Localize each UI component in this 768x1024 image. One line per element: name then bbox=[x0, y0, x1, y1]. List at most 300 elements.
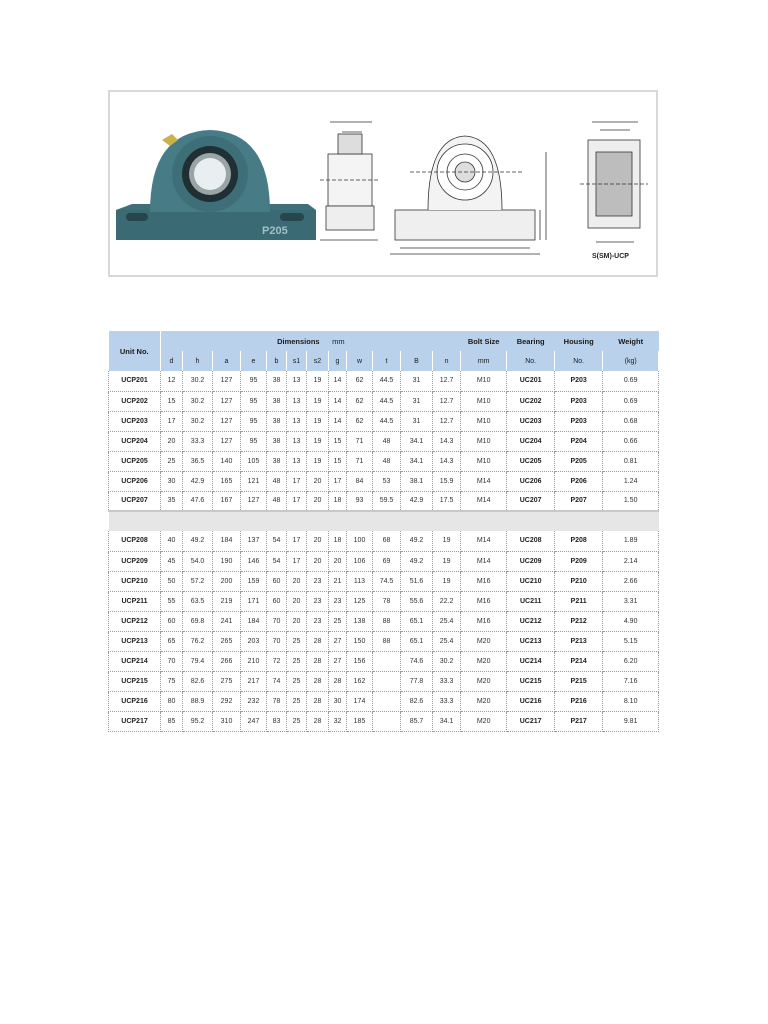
table-cell: 74.6 bbox=[401, 651, 433, 671]
table-cell: 25 bbox=[287, 711, 307, 731]
table-cell: 54 bbox=[267, 551, 287, 571]
pillow-block-drawing bbox=[110, 92, 656, 275]
table-cell: 22.2 bbox=[433, 591, 461, 611]
unit-no-cell: UCP216 bbox=[109, 691, 161, 711]
table-cell: 48 bbox=[267, 471, 287, 491]
table-cell: 88 bbox=[373, 631, 401, 651]
table-cell: 80 bbox=[161, 691, 183, 711]
table-cell: 232 bbox=[241, 691, 267, 711]
table-cell: 210 bbox=[241, 651, 267, 671]
table-cell: 3.31 bbox=[603, 591, 659, 611]
table-cell: 17 bbox=[287, 551, 307, 571]
header-bearing-no: No. bbox=[507, 351, 555, 371]
table-cell: 0.68 bbox=[603, 411, 659, 431]
table-cell: P209 bbox=[555, 551, 603, 571]
table-cell: P203 bbox=[555, 411, 603, 431]
table-row bbox=[109, 591, 659, 611]
table-body bbox=[109, 371, 659, 731]
table-row bbox=[109, 671, 659, 691]
table-cell: 65.1 bbox=[401, 611, 433, 631]
table-cell: 28 bbox=[307, 671, 329, 691]
header-bolt-unit: mm bbox=[461, 351, 507, 371]
table-cell: 20 bbox=[287, 591, 307, 611]
table-cell: 74 bbox=[267, 671, 287, 691]
header-col-B: B bbox=[401, 351, 433, 371]
table-cell: 174 bbox=[347, 691, 373, 711]
table-cell: 15 bbox=[329, 431, 347, 451]
table-cell: 125 bbox=[347, 591, 373, 611]
table-cell: 54 bbox=[267, 531, 287, 551]
table-cell: 23 bbox=[307, 611, 329, 631]
table-cell: 38 bbox=[267, 451, 287, 471]
table-cell: 23 bbox=[307, 591, 329, 611]
table-cell: 19 bbox=[433, 551, 461, 571]
table-cell: M10 bbox=[461, 391, 507, 411]
table-cell: UC206 bbox=[507, 471, 555, 491]
table-cell: M20 bbox=[461, 711, 507, 731]
unit-no-cell: UCP214 bbox=[109, 651, 161, 671]
table-cell: 71 bbox=[347, 451, 373, 471]
table-cell: 65.1 bbox=[401, 631, 433, 651]
table-cell: 88 bbox=[373, 611, 401, 631]
table-cell: 30.2 bbox=[183, 411, 213, 431]
header-weight: Weight bbox=[603, 331, 659, 351]
header-col-s2: s2 bbox=[307, 351, 329, 371]
table-cell: 59.5 bbox=[373, 491, 401, 511]
table-cell: UC216 bbox=[507, 691, 555, 711]
table-cell: 19 bbox=[307, 391, 329, 411]
table-cell: P203 bbox=[555, 371, 603, 391]
table-cell: 171 bbox=[241, 591, 267, 611]
table-cell: 219 bbox=[213, 591, 241, 611]
table-cell: M10 bbox=[461, 451, 507, 471]
table-cell: 292 bbox=[213, 691, 241, 711]
table-cell: 1.89 bbox=[603, 531, 659, 551]
table-cell: 95 bbox=[241, 411, 267, 431]
header-col-n: n bbox=[433, 351, 461, 371]
table-cell: 8.10 bbox=[603, 691, 659, 711]
table-cell: 6.20 bbox=[603, 651, 659, 671]
table-cell: M14 bbox=[461, 551, 507, 571]
table-cell: 18 bbox=[329, 491, 347, 511]
table-cell: 49.2 bbox=[401, 531, 433, 551]
table-row bbox=[109, 431, 659, 451]
table-cell: 31 bbox=[401, 391, 433, 411]
table-cell: 1.50 bbox=[603, 491, 659, 511]
table-cell: P203 bbox=[555, 391, 603, 411]
table-cell: M14 bbox=[461, 471, 507, 491]
table-cell: UC213 bbox=[507, 631, 555, 651]
table-cell: 25 bbox=[161, 451, 183, 471]
table-cell: 35 bbox=[161, 491, 183, 511]
table-cell: 1.24 bbox=[603, 471, 659, 491]
table-cell: 7.16 bbox=[603, 671, 659, 691]
table-cell: 127 bbox=[241, 491, 267, 511]
table-cell: 54.0 bbox=[183, 551, 213, 571]
table-cell: 2.66 bbox=[603, 571, 659, 591]
table-cell: 25.4 bbox=[433, 611, 461, 631]
header-housing: Housing bbox=[555, 331, 603, 351]
table-cell: 28 bbox=[307, 691, 329, 711]
table-cell: UC205 bbox=[507, 451, 555, 471]
table-cell: UC208 bbox=[507, 531, 555, 551]
table-cell: 82.6 bbox=[401, 691, 433, 711]
table-cell: 15 bbox=[161, 391, 183, 411]
table-cell: 75 bbox=[161, 671, 183, 691]
unit-no-cell: UCP211 bbox=[109, 591, 161, 611]
table-cell: 57.2 bbox=[183, 571, 213, 591]
table-cell: 25 bbox=[287, 631, 307, 651]
table-cell bbox=[373, 691, 401, 711]
header-unit-no: Unit No. bbox=[109, 331, 161, 371]
table-cell: 266 bbox=[213, 651, 241, 671]
table-cell: P206 bbox=[555, 471, 603, 491]
table-cell: 31 bbox=[401, 371, 433, 391]
table-cell: 0.81 bbox=[603, 451, 659, 471]
header-bearing: Bearing bbox=[507, 331, 555, 351]
table-row bbox=[109, 491, 659, 511]
table-cell: UC209 bbox=[507, 551, 555, 571]
table-cell: UC212 bbox=[507, 611, 555, 631]
table-cell: P212 bbox=[555, 611, 603, 631]
table-cell: P210 bbox=[555, 571, 603, 591]
table-cell: 30 bbox=[329, 691, 347, 711]
unit-no-cell: UCP207 bbox=[109, 491, 161, 511]
table-cell: 45 bbox=[161, 551, 183, 571]
table-cell: 17 bbox=[287, 491, 307, 511]
table-cell: 71 bbox=[347, 431, 373, 451]
table-cell: 93 bbox=[347, 491, 373, 511]
table-cell: 85.7 bbox=[401, 711, 433, 731]
table-cell: 159 bbox=[241, 571, 267, 591]
table-row bbox=[109, 711, 659, 731]
table-cell: 44.5 bbox=[373, 411, 401, 431]
table-cell: 12.7 bbox=[433, 371, 461, 391]
table-cell: M20 bbox=[461, 631, 507, 651]
table-cell: 217 bbox=[241, 671, 267, 691]
table-cell: 88.9 bbox=[183, 691, 213, 711]
table-cell: 70 bbox=[267, 631, 287, 651]
table-cell: 36.5 bbox=[183, 451, 213, 471]
table-cell: 241 bbox=[213, 611, 241, 631]
table-cell: 38 bbox=[267, 371, 287, 391]
table-cell: 13 bbox=[287, 451, 307, 471]
table-cell: 156 bbox=[347, 651, 373, 671]
ucp-spec-table bbox=[108, 331, 659, 732]
table-cell: 25.4 bbox=[433, 631, 461, 651]
unit-no-cell: UCP204 bbox=[109, 431, 161, 451]
table-cell: 30.2 bbox=[433, 651, 461, 671]
table-cell: UC211 bbox=[507, 591, 555, 611]
table-cell: 5.15 bbox=[603, 631, 659, 651]
table-cell: 165 bbox=[213, 471, 241, 491]
table-cell: UC207 bbox=[507, 491, 555, 511]
table-cell: UC215 bbox=[507, 671, 555, 691]
unit-no-cell: UCP203 bbox=[109, 411, 161, 431]
table-cell: 20 bbox=[307, 471, 329, 491]
table-cell: M16 bbox=[461, 571, 507, 591]
table-cell: UC201 bbox=[507, 371, 555, 391]
table-cell: 34.1 bbox=[401, 451, 433, 471]
table-cell: P213 bbox=[555, 631, 603, 651]
table-cell: 17 bbox=[329, 471, 347, 491]
table-cell: 12 bbox=[161, 371, 183, 391]
table-cell: 247 bbox=[241, 711, 267, 731]
table-cell: 2.14 bbox=[603, 551, 659, 571]
table-row bbox=[109, 571, 659, 591]
table-row bbox=[109, 471, 659, 491]
table-cell: 49.2 bbox=[401, 551, 433, 571]
table-cell: M10 bbox=[461, 411, 507, 431]
table-cell: 28 bbox=[329, 671, 347, 691]
table-cell: 33.3 bbox=[433, 671, 461, 691]
table-cell bbox=[373, 711, 401, 731]
table-cell: 190 bbox=[213, 551, 241, 571]
table-cell: 34.1 bbox=[433, 711, 461, 731]
table-cell: M20 bbox=[461, 651, 507, 671]
table-cell: 12.7 bbox=[433, 391, 461, 411]
table-row bbox=[109, 391, 659, 411]
table-cell: UC214 bbox=[507, 651, 555, 671]
table-cell: 32 bbox=[329, 711, 347, 731]
unit-no-cell: UCP212 bbox=[109, 611, 161, 631]
table-cell: 17 bbox=[287, 531, 307, 551]
table-cell: 78 bbox=[267, 691, 287, 711]
table-cell: M20 bbox=[461, 691, 507, 711]
table-cell: 310 bbox=[213, 711, 241, 731]
table-cell: 265 bbox=[213, 631, 241, 651]
table-cell: P208 bbox=[555, 531, 603, 551]
table-row bbox=[109, 371, 659, 391]
unit-no-cell: UCP217 bbox=[109, 711, 161, 731]
table-cell: 184 bbox=[241, 611, 267, 631]
table-cell: M10 bbox=[461, 431, 507, 451]
table-cell: 62 bbox=[347, 371, 373, 391]
table-cell: P204 bbox=[555, 431, 603, 451]
table-cell: 69.8 bbox=[183, 611, 213, 631]
table-cell: 31 bbox=[401, 411, 433, 431]
table-cell: 48 bbox=[267, 491, 287, 511]
unit-no-cell: UCP213 bbox=[109, 631, 161, 651]
header-col-d: d bbox=[161, 351, 183, 371]
table-cell: 60 bbox=[267, 571, 287, 591]
table-cell: 95 bbox=[241, 371, 267, 391]
table-row bbox=[109, 631, 659, 651]
table-cell: 20 bbox=[307, 551, 329, 571]
table-cell bbox=[373, 651, 401, 671]
header-housing-no: No. bbox=[555, 351, 603, 371]
table-cell: 127 bbox=[213, 391, 241, 411]
table-cell: 19 bbox=[307, 371, 329, 391]
table-cell: 13 bbox=[287, 391, 307, 411]
table-cell: 185 bbox=[347, 711, 373, 731]
table-cell: 23 bbox=[307, 571, 329, 591]
table-cell: 42.9 bbox=[183, 471, 213, 491]
table-cell: 44.5 bbox=[373, 371, 401, 391]
table-cell: 19 bbox=[307, 451, 329, 471]
table-cell: 14 bbox=[329, 391, 347, 411]
figure-caption: S(SM)-UCP bbox=[592, 253, 629, 260]
table-cell: 13 bbox=[287, 371, 307, 391]
table-cell: 77.8 bbox=[401, 671, 433, 691]
table-cell: 38 bbox=[267, 431, 287, 451]
table-cell: 70 bbox=[267, 611, 287, 631]
table-cell: 33.3 bbox=[433, 691, 461, 711]
table-cell: 95.2 bbox=[183, 711, 213, 731]
table-cell: 121 bbox=[241, 471, 267, 491]
unit-no-cell: UCP206 bbox=[109, 471, 161, 491]
table-row bbox=[109, 411, 659, 431]
table-cell: 14 bbox=[329, 411, 347, 431]
header-col-a: a bbox=[213, 351, 241, 371]
table-cell: 28 bbox=[307, 631, 329, 651]
table-cell: M10 bbox=[461, 371, 507, 391]
header-weight-unit: (kg) bbox=[603, 351, 659, 371]
table-cell bbox=[373, 671, 401, 691]
table-cell: 95 bbox=[241, 431, 267, 451]
table-cell: 127 bbox=[213, 431, 241, 451]
table-cell: 127 bbox=[213, 411, 241, 431]
divider-cell bbox=[109, 511, 659, 531]
table-cell: 68 bbox=[373, 531, 401, 551]
table-cell: P205 bbox=[555, 451, 603, 471]
product-photo bbox=[116, 130, 316, 240]
table-cell: 60 bbox=[161, 611, 183, 631]
table-cell: 106 bbox=[347, 551, 373, 571]
table-cell: 28 bbox=[307, 711, 329, 731]
spec-table-container bbox=[108, 331, 658, 725]
table-cell: UC203 bbox=[507, 411, 555, 431]
side-view-drawing bbox=[320, 122, 380, 240]
table-cell: 85 bbox=[161, 711, 183, 731]
table-cell: 48 bbox=[373, 451, 401, 471]
table-cell: 78 bbox=[373, 591, 401, 611]
table-cell: 20 bbox=[287, 571, 307, 591]
header-bolt-size: Bolt Size bbox=[461, 331, 507, 351]
table-cell: 19 bbox=[433, 531, 461, 551]
unit-no-cell: UCP205 bbox=[109, 451, 161, 471]
table-cell: 19 bbox=[307, 431, 329, 451]
table-cell: 38 bbox=[267, 411, 287, 431]
table-cell: 30.2 bbox=[183, 391, 213, 411]
table-cell: 20 bbox=[287, 611, 307, 631]
table-cell: 17.5 bbox=[433, 491, 461, 511]
table-cell: 83 bbox=[267, 711, 287, 731]
table-cell: 34.1 bbox=[401, 431, 433, 451]
table-cell: 62 bbox=[347, 411, 373, 431]
table-cell: 76.2 bbox=[183, 631, 213, 651]
table-cell: 42.9 bbox=[401, 491, 433, 511]
unit-no-cell: UCP209 bbox=[109, 551, 161, 571]
table-cell: 48 bbox=[373, 431, 401, 451]
table-cell: 203 bbox=[241, 631, 267, 651]
table-row bbox=[109, 691, 659, 711]
table-cell: 20 bbox=[329, 551, 347, 571]
header-col-s1: s1 bbox=[287, 351, 307, 371]
table-section-divider bbox=[109, 511, 659, 531]
table-cell: 62 bbox=[347, 391, 373, 411]
unit-no-cell: UCP202 bbox=[109, 391, 161, 411]
table-row bbox=[109, 451, 659, 471]
table-cell: 17 bbox=[161, 411, 183, 431]
table-cell: 137 bbox=[241, 531, 267, 551]
table-cell: 21 bbox=[329, 571, 347, 591]
part-marking: P205 bbox=[262, 225, 288, 237]
header-dimensions-unit: mm bbox=[332, 336, 345, 346]
table-cell: 162 bbox=[347, 671, 373, 691]
table-cell: P215 bbox=[555, 671, 603, 691]
table-cell: 63.5 bbox=[183, 591, 213, 611]
table-cell: 14.3 bbox=[433, 451, 461, 471]
table-cell: 27 bbox=[329, 651, 347, 671]
table-cell: UC210 bbox=[507, 571, 555, 591]
table-cell: 15 bbox=[329, 451, 347, 471]
section-view-drawing bbox=[580, 122, 648, 242]
header-dimensions bbox=[161, 331, 461, 351]
front-view-drawing bbox=[390, 136, 546, 254]
table-cell: UC204 bbox=[507, 431, 555, 451]
header-col-b: b bbox=[267, 351, 287, 371]
table-cell: 95 bbox=[241, 391, 267, 411]
table-cell: P214 bbox=[555, 651, 603, 671]
table-cell: 72 bbox=[267, 651, 287, 671]
table-cell: M20 bbox=[461, 671, 507, 691]
table-cell: 70 bbox=[161, 651, 183, 671]
table-cell: 146 bbox=[241, 551, 267, 571]
table-cell: 20 bbox=[161, 431, 183, 451]
table-cell: 167 bbox=[213, 491, 241, 511]
header-col-w: w bbox=[347, 351, 373, 371]
table-cell: 23 bbox=[329, 591, 347, 611]
table-cell: 12.7 bbox=[433, 411, 461, 431]
table-cell: 15.9 bbox=[433, 471, 461, 491]
table-cell: 9.81 bbox=[603, 711, 659, 731]
header-col-g: g bbox=[329, 351, 347, 371]
table-cell: 13 bbox=[287, 411, 307, 431]
table-cell: 27 bbox=[329, 631, 347, 651]
table-row bbox=[109, 551, 659, 571]
header-dimensions-label: Dimensions bbox=[277, 336, 320, 346]
table-cell: 0.69 bbox=[603, 371, 659, 391]
table-cell: 49.2 bbox=[183, 531, 213, 551]
table-cell: P211 bbox=[555, 591, 603, 611]
unit-no-cell: UCP201 bbox=[109, 371, 161, 391]
table-cell: M16 bbox=[461, 591, 507, 611]
table-cell: 18 bbox=[329, 531, 347, 551]
table-cell: 13 bbox=[287, 431, 307, 451]
table-cell: UC217 bbox=[507, 711, 555, 731]
table-cell: UC202 bbox=[507, 391, 555, 411]
table-cell: M14 bbox=[461, 491, 507, 511]
table-cell: 14.3 bbox=[433, 431, 461, 451]
table-cell: 105 bbox=[241, 451, 267, 471]
table-cell: 25 bbox=[329, 611, 347, 631]
table-cell: 60 bbox=[267, 591, 287, 611]
table-cell: 40 bbox=[161, 531, 183, 551]
unit-no-cell: UCP215 bbox=[109, 671, 161, 691]
table-cell: 84 bbox=[347, 471, 373, 491]
table-cell: 138 bbox=[347, 611, 373, 631]
table-header bbox=[109, 331, 659, 371]
table-cell: 30 bbox=[161, 471, 183, 491]
table-cell: 0.69 bbox=[603, 391, 659, 411]
table-row bbox=[109, 651, 659, 671]
table-cell: 25 bbox=[287, 651, 307, 671]
table-cell: 100 bbox=[347, 531, 373, 551]
header-col-t: t bbox=[373, 351, 401, 371]
table-cell: 150 bbox=[347, 631, 373, 651]
table-cell: 53 bbox=[373, 471, 401, 491]
